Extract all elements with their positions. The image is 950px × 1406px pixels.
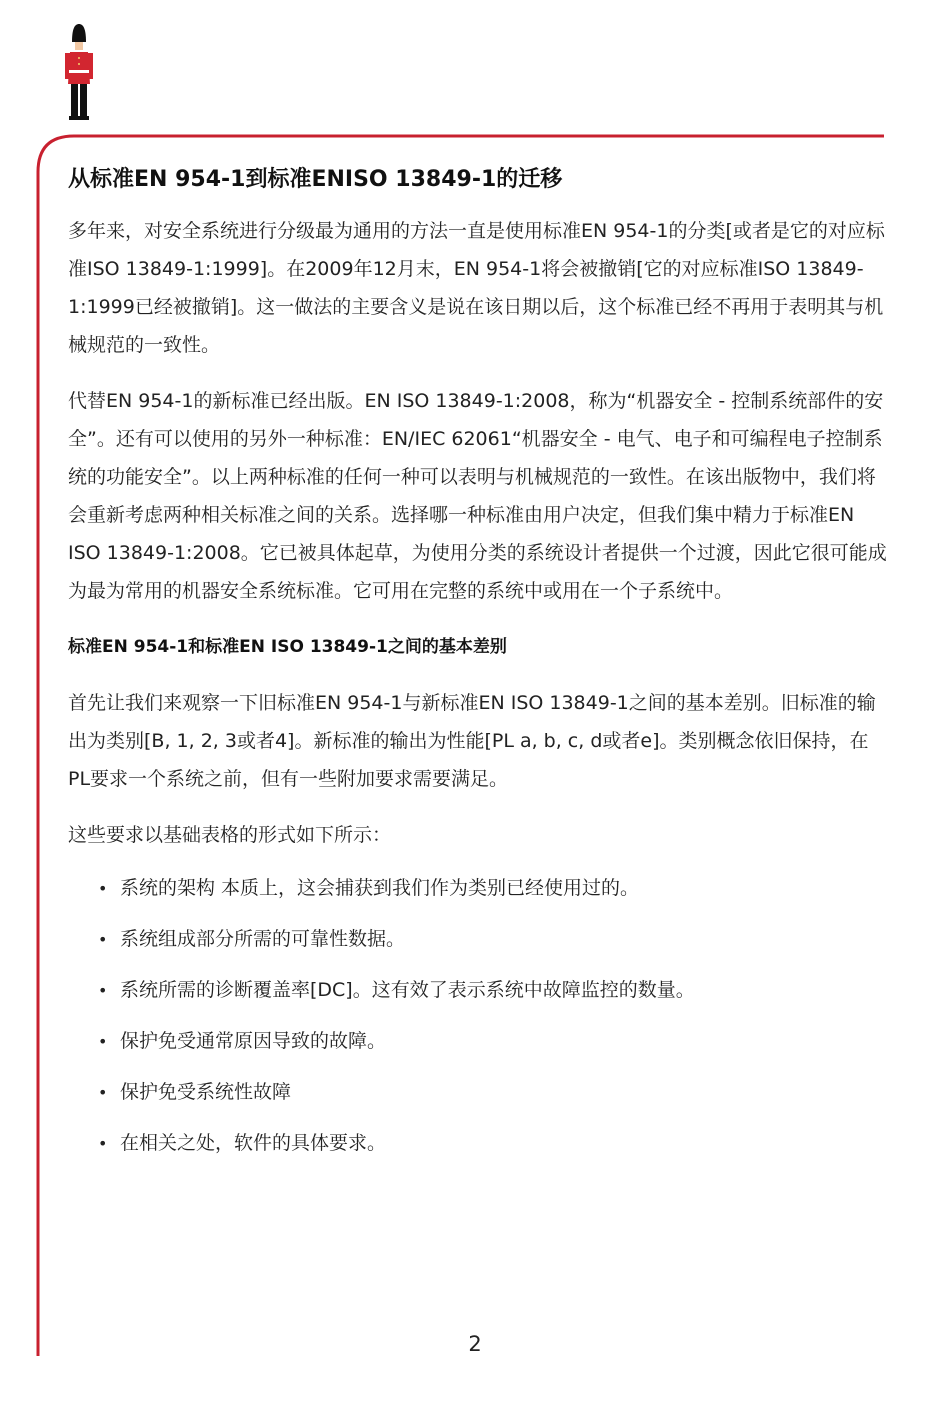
list-item-text: 系统所需的诊断覆盖率[DC]。这有效了表示系统中故障监控的数量。	[120, 979, 695, 1001]
list-item-text: 系统的架构 本质上，这会捕获到我们作为类别已经使用过的。	[120, 877, 640, 899]
list-item-text: 在相关之处，软件的具体要求。	[120, 1132, 387, 1154]
list-item-text: 系统组成部分所需的可靠性数据。	[120, 928, 406, 950]
page-title: 从标准EN 954-1到标准ENISO 13849-1的迁移	[68, 167, 563, 192]
section-heading: 标准EN 954-1和标准EN ISO 13849-1之间的基本差别	[68, 637, 507, 657]
list-item	[98, 923, 888, 956]
paragraph-new-standard: 代替EN 954-1的新标准已经出版。EN ISO 13849-1:2008，称为“机器安全 - 控制系统部件的安全”。还有可以使用的另外一种标准：EN/IEC 62061“机器安全 - 电气、电子和可编程电子控制系统的功能安全”。以上两种标准的任何一种可以表明与机械规范的一致性。在该出版物中，我们将会重新考虑两种相关标准之间的关系。选择哪一种标准由用户决定，但我们集中精力于标准EN ISO 13849-1:2008。它已被具体起草，为使用分类的系统设计者提供一个过渡，因此它很可能成为最为常用的机器安全系统标准。它可用在完整的系统中或用在一个子系统中。	[68, 390, 887, 602]
paragraph-differences: 首先让我们来观察一下旧标准EN 954-1与新标准EN ISO 13849-1之间的基本差别。旧标准的输出为类别[B, 1, 2, 3或者4]。新标准的输出为性能[PL a, b, c, d或者e]。类别概念依旧保持，在PL要求一个系统之前，但有一些附加要求需要满足。	[68, 692, 876, 790]
list-item	[98, 974, 888, 1007]
bullet-icon: •	[98, 1032, 108, 1051]
bullet-icon: •	[98, 1083, 108, 1102]
bullet-icon: •	[98, 879, 108, 898]
page-number: 2	[468, 1332, 482, 1356]
requirements-list	[68, 872, 888, 1160]
list-item-text: 保护免受系统性故障	[120, 1081, 292, 1103]
royal-guard-icon	[62, 22, 96, 122]
list-item	[98, 1127, 888, 1160]
paragraph-intro: 多年来，对安全系统进行分级最为通用的方法一直是使用标准EN 954-1的分类[或者是它的对应标准ISO 13849-1:1999]。在2009年12月末，EN 954-1将会被撤销[它的对应标准ISO 13849-1:1999已经被撤销]。这一做法的主要含义是说在该日期以后，这个标准已经不再用于表明其与机械规范的一致性。	[68, 220, 885, 356]
bullet-icon: •	[98, 981, 108, 1000]
list-item	[98, 872, 888, 905]
bullet-icon: •	[98, 930, 108, 949]
bullet-icon: •	[98, 1134, 108, 1153]
list-item	[98, 1025, 888, 1058]
list-item	[98, 1076, 888, 1109]
list-item-text: 保护免受通常原因导致的故障。	[120, 1030, 387, 1052]
paragraph-requirements-intro: 这些要求以基础表格的形式如下所示：	[68, 824, 392, 846]
document-body	[68, 160, 888, 1178]
